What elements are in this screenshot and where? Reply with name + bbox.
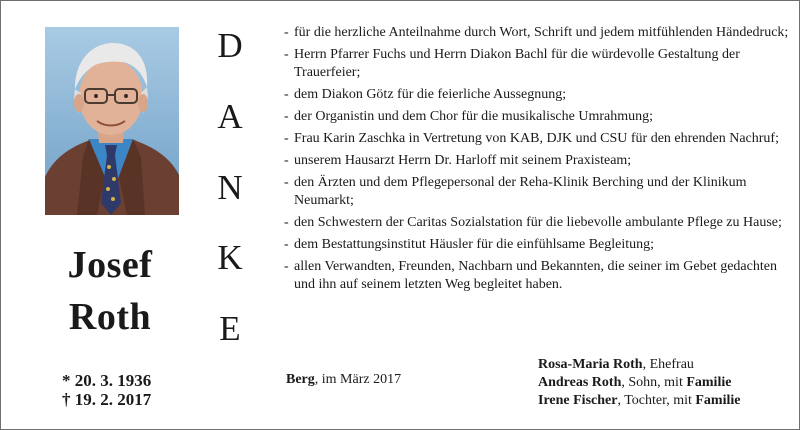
thanks-list [284, 24, 792, 298]
signer-line [538, 374, 740, 392]
signer-line [538, 392, 740, 410]
signers [538, 356, 740, 410]
danke-letter: N [217, 168, 243, 207]
signer-relation: , Sohn, mit [621, 375, 687, 390]
danke-letter: K [217, 238, 243, 277]
danke-letter: E [219, 309, 241, 348]
death-date: † 19. 2. 2017 [62, 390, 152, 409]
first-name: Josef [67, 244, 153, 286]
thanks-item: - dem Diakon Götz für die feierliche Aussegnung; [284, 86, 792, 104]
place-date-text: , im März 2017 [314, 372, 402, 387]
signer-name: Rosa-Maria Roth [538, 357, 643, 372]
birth-date: * 20. 3. 1936 [62, 371, 152, 390]
signer-relation: , Ehefrau [642, 357, 694, 372]
thanks-item: - unserem Hausarzt Herrn Dr. Harloff mit seinem Praxisteam; [284, 152, 792, 170]
thanks-item: - der Organistin und dem Chor für die musikalische Umrahmung; [284, 108, 792, 126]
signer-suffix: Familie [686, 375, 732, 390]
signer-relation: , Tochter, mit [617, 393, 696, 408]
thanks-item: - allen Verwandten, Freunden, Nachbarn und Bekannten, die seiner im Gebet gedachten und ihn auf seinem letzten Weg begleitet haben. [284, 258, 792, 294]
danke-letter: A [217, 97, 243, 136]
thanks-item: - für die herzliche Anteilnahme durch Wort, Schrift und jedem mitfühlenden Händedruck; [284, 24, 792, 42]
signer-suffix: Familie [695, 393, 741, 408]
thanks-item: - den Ärzten und dem Pflegepersonal der Reha-Klinik Berching und der Klinikum Neumarkt; [284, 174, 792, 210]
place-date [286, 372, 401, 388]
last-name: Roth [68, 296, 152, 338]
portrait-photo [45, 27, 179, 215]
place-town: Berg [286, 372, 315, 387]
thanks-item: - Frau Karin Zaschka in Vertretung von KAB, DJK und CSU für den ehrenden Nachruf; [284, 130, 792, 148]
signer-name: Andreas Roth [538, 375, 622, 390]
thanks-item: - dem Bestattungsinstitut Häusler für die einfühlsame Begleitung; [284, 236, 792, 254]
danke-letter: D [217, 26, 243, 65]
signer-name: Irene Fischer [538, 393, 618, 408]
thanks-item: - Herrn Pfarrer Fuchs und Herrn Diakon Bachl für die würdevolle Gestaltung der Trauerfeier; [284, 46, 792, 82]
signer-line [538, 356, 740, 374]
thanks-item: - den Schwestern der Caritas Sozialstation für die liebevolle ambulante Pflege zu Hause; [284, 214, 792, 232]
